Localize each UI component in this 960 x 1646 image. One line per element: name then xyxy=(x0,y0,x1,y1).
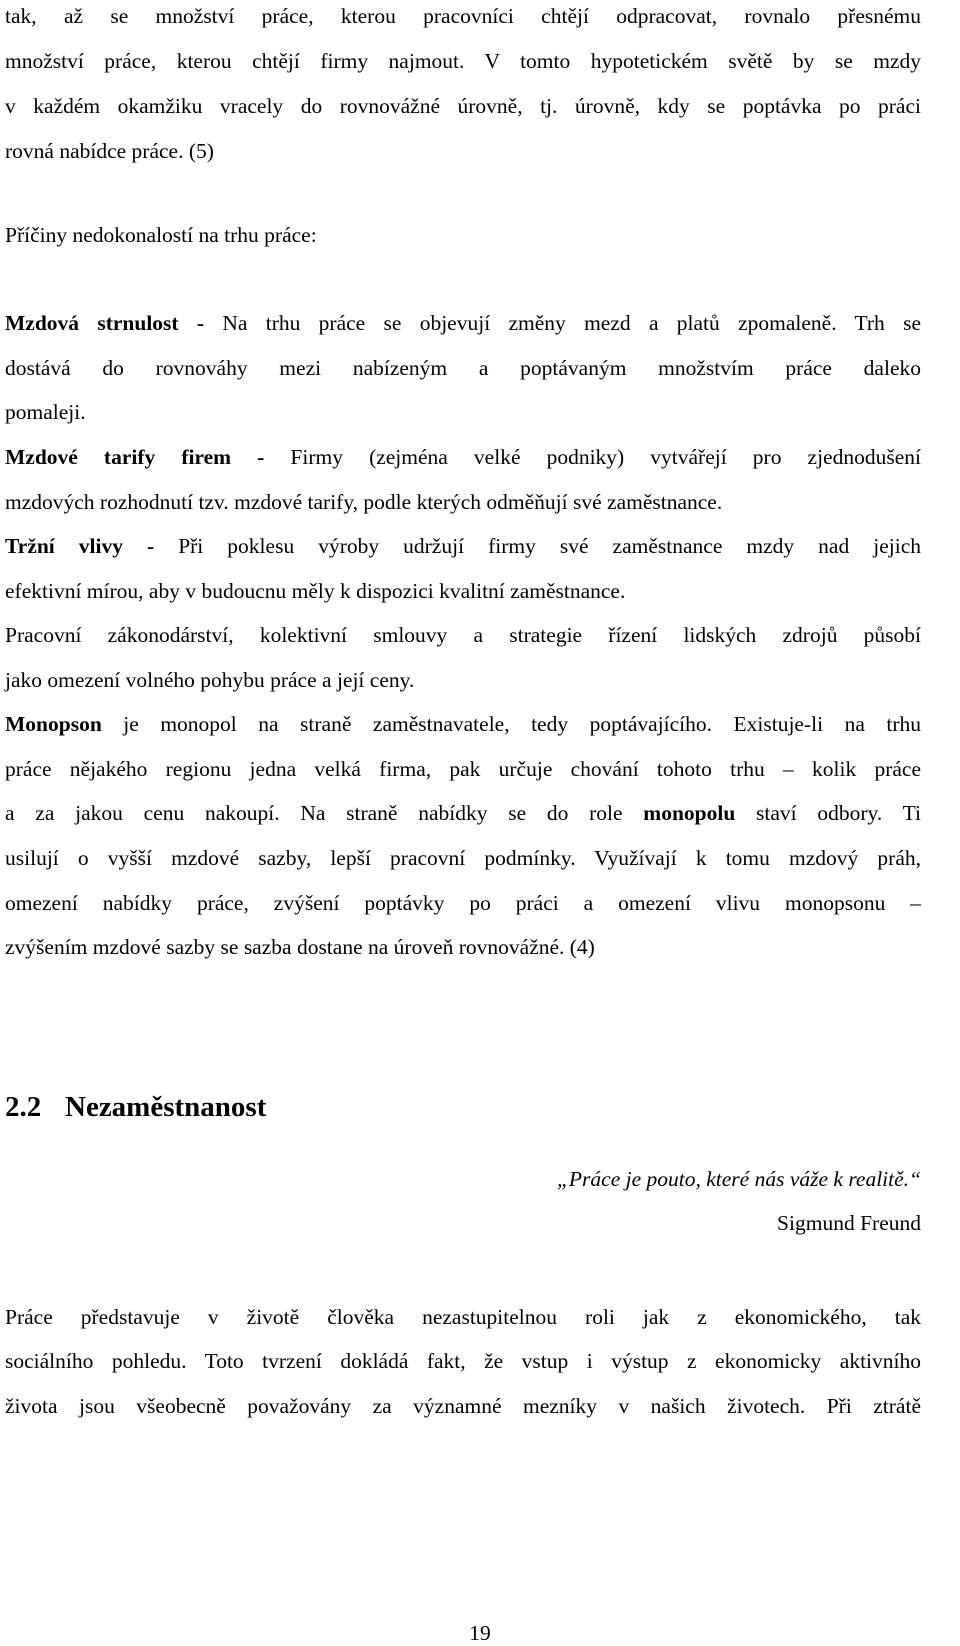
paragraph-line: Práce představuje v životě člověka nezastupitelnou roli jak z ekonomického, tak xyxy=(5,1305,921,1329)
paragraph-line: Pracovní zákonodárství, kolektivní smlouvy a strategie řízení lidských zdrojů působí xyxy=(5,623,921,647)
term-bold: Mzdové tarify firem - xyxy=(5,445,265,469)
paragraph-line: tak, až se množství práce, kterou pracovníci chtějí odpracovat, rovnalo přesnému xyxy=(5,4,921,28)
epigraph-author: Sigmund Freund xyxy=(777,1211,921,1235)
paragraph-line: efektivní mírou, aby v budoucnu měly k dispozici kvalitní zaměstnance. xyxy=(5,579,626,603)
paragraph-line: dostává do rovnováhy mezi nabízeným a poptávaným množstvím práce daleko xyxy=(5,356,921,380)
paragraph-line xyxy=(5,800,921,826)
line-text: Firmy (zejména velké podniky) vytvářejí pro zjednodušení xyxy=(264,445,921,469)
term-bold: monopolu xyxy=(643,801,736,825)
paragraph-line: zvýšením mzdové sazby se sazba dostane na úroveň rovnovážné. (4) xyxy=(5,935,595,959)
heading-number: 2.2 xyxy=(5,1091,42,1123)
paragraph-line: usilují o vyšší mzdové sazby, lepší pracovní podmínky. Využívají k tomu mzdový práh, xyxy=(5,846,921,870)
paragraph-line xyxy=(5,711,921,737)
paragraph-line: rovná nabídce práce. (5) xyxy=(5,139,214,163)
line-text: a za jakou cenu nakoupí. Na straně nabídky se do role xyxy=(5,801,644,825)
paragraph-line: jako omezení volného pohybu práce a její ceny. xyxy=(5,668,415,692)
paragraph-line xyxy=(5,444,921,470)
paragraph-line: mzdových rozhodnutí tzv. mzdové tarify, podle kterých odměňují své zaměstnance. xyxy=(5,490,723,514)
heading-title: Nezaměstnanost xyxy=(65,1091,267,1123)
line-text: Při poklesu výroby udržují firmy své zaměstnance mzdy nad jejich xyxy=(154,534,921,558)
section-heading xyxy=(5,1090,266,1124)
line-text: je monopol na straně zaměstnavatele, tedy poptávajícího. Existuje-li na trhu xyxy=(101,712,921,736)
paragraph-line xyxy=(5,533,921,559)
paragraph-line: množství práce, kterou chtějí firmy najmout. V tomto hypotetickém světě by se mzdy xyxy=(5,49,921,73)
epigraph-quote: „Práce je pouto, které nás váže k realitě.“ xyxy=(556,1167,921,1191)
paragraph-line: práce nějakého regionu jedna velká firma, pak určuje chování tohoto trhu – kolik práce xyxy=(5,757,921,781)
section-label: Příčiny nedokonalostí na trhu práce: xyxy=(5,223,317,247)
line-text: Na trhu práce se objevují změny mezd a platů zpomaleně. Trh se xyxy=(204,311,921,335)
term-bold: Monopson xyxy=(5,712,102,736)
paragraph-line: omezení nabídky práce, zvýšení poptávky po práci a omezení vlivu monopsonu – xyxy=(5,891,921,915)
term-bold: Tržní vlivy - xyxy=(5,534,155,558)
line-text: staví odbory. Ti xyxy=(735,801,921,825)
paragraph-line: sociálního pohledu. Toto tvrzení dokládá fakt, že vstup i výstup z ekonomicky aktivního xyxy=(5,1349,921,1373)
paragraph-line: pomaleji. xyxy=(5,400,86,424)
paragraph-line: v každém okamžiku vracely do rovnovážné úrovně, tj. úrovně, kdy se poptávka po práci xyxy=(5,94,921,118)
paragraph-line: života jsou všeobecně považovány za významné mezníky v našich životech. Při ztrátě xyxy=(5,1394,921,1418)
paragraph-line xyxy=(5,310,921,336)
term-bold: Mzdová strnulost - xyxy=(5,311,205,335)
page-number: 19 xyxy=(469,1621,491,1645)
